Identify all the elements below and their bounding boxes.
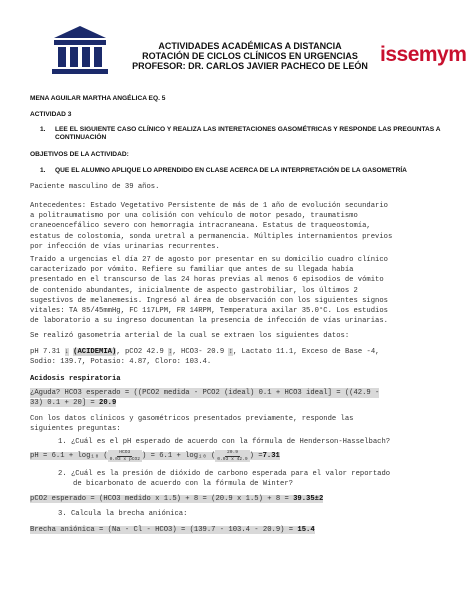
arrow-icon: ↕ (168, 348, 173, 356)
questions-intro: Con los datos clínicos y gasométricos presentados previamente, responde las siguientes preguntas: (30, 415, 354, 434)
acidemia-label: (ACIDEMIA) (73, 348, 117, 356)
pco2-result: 39.35±2 (293, 495, 324, 503)
objectives-title: OBJETIVOS DE LA ACTIVIDAD: (30, 151, 129, 158)
question-2: 2. ¿Cuál es la presión de dióxido de carbono esperada para el valor reportado de bicarbonato de acuerdo con la fórmula de Winter? (58, 470, 391, 489)
case-line: Traído a urgencias el día 27 de agosto por presentar en su domicilio cuadro clínico (30, 256, 388, 264)
header-line-2: ROTACIÓN DE CICLOS CLÍNICOS EN URGENCIAS (142, 51, 358, 61)
case-line: Antecedentes: Estado Vegetativo Persistente de más de 1 año de evolución secundario (30, 202, 388, 210)
instruction-number: 1. (40, 126, 46, 133)
case-line: de contenido abundantes, inicialmente de aspecto gastrobiliar, los últimos 2 (30, 286, 358, 295)
fraction: 20.9 0.03 x 42.9 (217, 450, 248, 462)
student-name: MENA AGUILAR MARTHA ANGÉLICA EQ. 5 (30, 95, 166, 102)
arrow-icon: ↕ (228, 348, 233, 356)
blood-gas-intro: Se realizó gasometría arterial de la cual se extraen los siguientes datos: (30, 332, 350, 340)
case-line: estatus de colostomía, sonda uretral a permanencia. Múltiples internamientos previos (30, 232, 393, 241)
anion-gap-formula: Brecha aniónica = (Na - Cl - HCO3) = (139.7 - 103.4 - 20.9) = 15.4 (30, 526, 315, 534)
case-line: sugestivos de melanemesis. Ingresó al área de observación con los siguientes signos (30, 296, 388, 305)
case-antecedents (30, 201, 392, 252)
objective-number: 1. (40, 167, 46, 174)
section-title: Acidosis respiratoria (30, 375, 121, 383)
anion-gap-result: 15.4 (297, 526, 315, 534)
case-line: vitales: TA 85/45mmHg, FC 117LPM, FR 14RPM, Temperatura axilar 35.0°C. Los estudios (30, 307, 388, 316)
ph-result: 7.31 (262, 452, 280, 460)
activity-title: ACTIVIDAD 3 (30, 111, 72, 118)
blood-gas-values: pH 7.31 ↓ (ACIDEMIA), pCO2 42.9 ↕, HCO3- 20.9 ↕, Lactato 11.1, Exceso de Base -4, (30, 348, 380, 356)
case-presentation (30, 255, 388, 326)
case-line: caracterizado por vómito. Refiere su familiar que antes de su llegada había (30, 266, 354, 275)
header-line-1: ACTIVIDADES ACADÉMICAS A DISTANCIA (158, 41, 342, 51)
winter-formula: pCO2 esperado = (HCO3 medido x 1.5) + 8 = (20.9 x 1.5) + 8 = 39.35±2 (30, 495, 324, 503)
institution-building-logo (50, 24, 110, 76)
case-line: a politraumatismo por una colisión con vehículo de motor pesado, traumatismo (30, 212, 358, 221)
case-line: de laboratorio a su ingreso documentan la presencia de infección de vías urinarias. (30, 317, 388, 326)
expected-hco3: ¿Aguda? HCO3 esperado = ((PCO2 medida - PCO2 (ideal) 0.1 + HCO3 ideal] = ((42.9 - 33) 0.1 + 20] = 20.9 (30, 389, 380, 408)
down-arrow-icon: ↓ (64, 348, 69, 356)
question-3: 3. Calcula la brecha aniónica: (58, 510, 188, 518)
objective-text: QUE EL ALUMNO APLIQUE LO APRENDIDO EN CLASE ACERCA DE LA INTERPRETACIÓN DE LA GASOMETRÍA (55, 167, 407, 174)
case-intro: Paciente masculino de 39 años. (30, 183, 160, 191)
case-line: por infección de vías urinarias recurrentes. (30, 242, 220, 251)
case-line: presentado en el transcurso de las 24 horas previas al menos 6 episodios de vómito (30, 276, 384, 285)
instruction-text: LEE EL SIGUIENTE CASO CLÍNICO Y REALIZA LAS INTERETACIONES GASOMÉTRICAS Y RESPONDE LAS PREGUNTAS A CONTINUACIÓN (55, 126, 441, 141)
expected-hco3-result: 20.9 (99, 399, 117, 408)
issemym-logo: issemym (380, 43, 467, 66)
blood-gas-electrolytes: Sodio: 139.7, Potasio: 4.87, Cloro: 103.4. (30, 358, 212, 366)
fraction: HCO3 0.03 x pCO2 (109, 450, 140, 462)
question-1: 1. ¿Cuál es el pH esperado de acuerdo con la fórmula de Henderson-Hasselbach? (58, 438, 391, 446)
henderson-formula: pH = 6.1 + log₁₀ ( HCO3 0.03 x pCO2 ) = 6.1 + log₁₀ ( 20.9 0.03 x 42.9 ) = 7.31 (30, 450, 280, 462)
case-line: craneoencefálico severo con hemorragia intracraneana. Estatus de traqueostomía, (30, 222, 371, 231)
header-line-3: PROFESOR: DR. CARLOS JAVIER PACHECO DE LEÓN (132, 61, 368, 71)
